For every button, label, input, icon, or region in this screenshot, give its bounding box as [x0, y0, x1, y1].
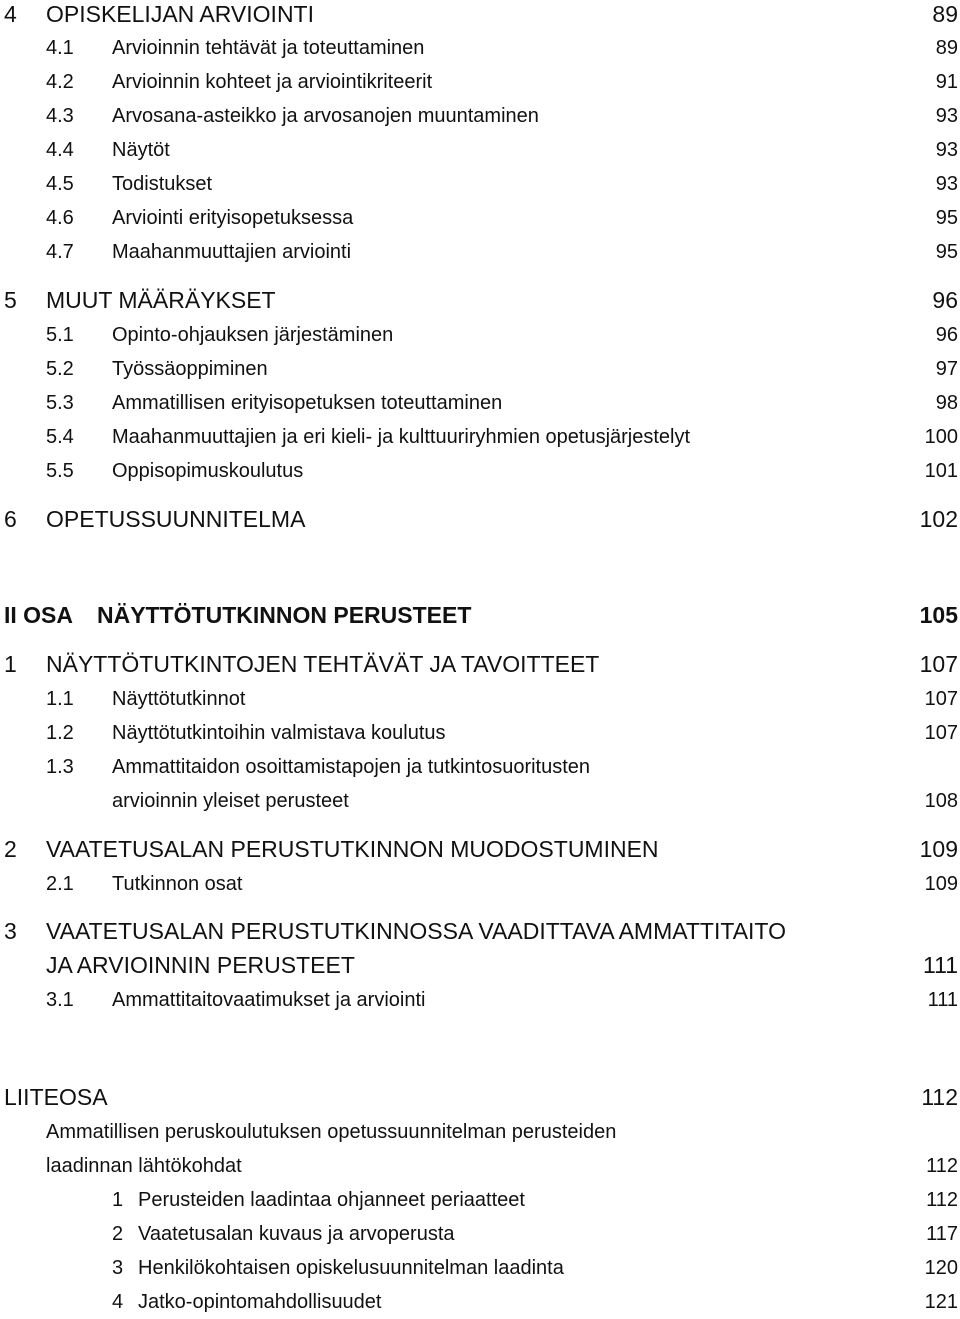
part-label: II OSA [4, 602, 74, 628]
entry-title: OPISKELIJAN ARVIOINTI [46, 1, 314, 27]
entry-page: 93 [935, 105, 958, 127]
entry-page: 102 [919, 506, 958, 532]
entry-title: Arvioinnin tehtävät ja toteuttaminen [112, 37, 425, 59]
toc-entry-4-7[interactable] [0, 235, 960, 269]
entry-page: 98 [935, 392, 958, 414]
entry-page: 107 [924, 722, 958, 744]
entry-page: 109 [924, 873, 958, 895]
entry-number: 3.1 [46, 989, 74, 1011]
entry-title: Ammattitaitovaatimukset ja arviointi [112, 989, 426, 1011]
entry-title: Vaatetusalan kuvaus ja arvoperusta [138, 1223, 455, 1245]
entry-title: Henkilökohtaisen opiskelusuunnitelman laadinta [138, 1257, 564, 1279]
toc-appendix-entry-2[interactable] [0, 1217, 960, 1251]
toc-entry-4-3[interactable] [0, 99, 960, 133]
entry-page: 96 [932, 287, 958, 313]
entry-page: 96 [935, 324, 958, 346]
entry-title: Arvioinnin kohteet ja arviointikriteerit [112, 71, 433, 93]
toc-appendix[interactable] [0, 1080, 960, 1114]
entry-number: 4.2 [46, 71, 74, 93]
entry-number: 4 [4, 1, 17, 27]
entry-page: 117 [926, 1223, 958, 1245]
toc-entry-p3-cont[interactable] [0, 948, 960, 982]
entry-number: 5.2 [46, 358, 74, 380]
entry-page: 105 [919, 602, 958, 628]
entry-page: 111 [923, 952, 958, 978]
entry-page: 93 [935, 173, 958, 195]
entry-number: 4.1 [46, 37, 74, 59]
entry-page: 97 [935, 358, 958, 380]
entry-page: 121 [924, 1291, 958, 1313]
entry-number: 6 [4, 506, 17, 532]
toc-appendix-entry-4[interactable] [0, 1285, 960, 1319]
entry-title: Oppisopimuskoulutus [112, 460, 304, 482]
entry-page: 95 [935, 207, 958, 229]
entry-title: Tutkinnon osat [112, 873, 243, 895]
toc-entry-4-2[interactable] [0, 65, 960, 99]
toc-entry-4-1[interactable] [0, 31, 960, 65]
entry-page: 91 [935, 71, 958, 93]
toc-appendix-intro[interactable] [0, 1115, 960, 1149]
toc-part-2[interactable] [0, 598, 960, 632]
entry-number: 1 [4, 651, 17, 677]
entry-number: 5.3 [46, 392, 74, 414]
toc-entry-p3[interactable] [0, 914, 960, 948]
entry-page: 108 [924, 790, 958, 812]
entry-title: Työssäoppiminen [112, 358, 268, 380]
entry-title: Maahanmuuttajien ja eri kieli- ja kulttuuriryhmien opetusjärjestelyt [112, 426, 691, 448]
toc-entry-p2[interactable] [0, 832, 960, 866]
entry-number: 4.7 [46, 241, 74, 263]
toc-entry-5-2[interactable] [0, 352, 960, 386]
entry-page: 107 [924, 688, 958, 710]
entry-number: 1.3 [46, 756, 74, 778]
entry-title: VAATETUSALAN PERUSTUTKINNON MUODOSTUMINEN [46, 836, 659, 862]
entry-title: NÄYTTÖTUTKINTOJEN TEHTÄVÄT JA TAVOITTEET [46, 651, 600, 677]
entry-title: Näytöt [112, 139, 170, 161]
entry-number: 1 [112, 1189, 124, 1211]
entry-title: Arvosana-asteikko ja arvosanojen muuntaminen [112, 105, 539, 127]
toc-entry-4-4[interactable] [0, 133, 960, 167]
entry-page: 109 [919, 836, 958, 862]
entry-page: 112 [921, 1084, 958, 1110]
entry-title: MUUT MÄÄRÄYKSET [46, 287, 276, 313]
toc-entry-6[interactable] [0, 502, 960, 536]
toc-entry-p2-1[interactable] [0, 867, 960, 901]
entry-title: Maahanmuuttajien arviointi [112, 241, 352, 263]
entry-title: OPETUSSUUNNITELMA [46, 506, 306, 532]
entry-title: Todistukset [112, 173, 213, 195]
toc-entry-5-4[interactable] [0, 420, 960, 454]
appendix-title: LIITEOSA [4, 1084, 108, 1110]
entry-page: 93 [935, 139, 958, 161]
toc-entry-4[interactable] [0, 0, 960, 31]
entry-title: Näyttötutkinnot [112, 688, 246, 710]
entry-number: 4.4 [46, 139, 74, 161]
toc-entry-4-6[interactable] [0, 201, 960, 235]
entry-page: 111 [927, 989, 958, 1011]
entry-number: 5.4 [46, 426, 74, 448]
entry-number: 4 [112, 1291, 124, 1313]
entry-number: 1.1 [46, 688, 74, 710]
entry-number: 3 [4, 918, 17, 944]
toc-appendix-intro-cont[interactable] [0, 1149, 960, 1183]
toc-entry-5-5[interactable] [0, 454, 960, 488]
toc-appendix-entry-3[interactable] [0, 1251, 960, 1285]
entry-title-line1: Ammattitaidon osoittamistapojen ja tutkintosuoritusten [112, 756, 591, 778]
entry-title-line2: laadinnan lähtökohdat [46, 1155, 242, 1177]
toc-entry-p1-1[interactable] [0, 682, 960, 716]
entry-number: 2.1 [46, 873, 74, 895]
entry-title: Arviointi erityisopetuksessa [112, 207, 354, 229]
entry-number: 4.5 [46, 173, 74, 195]
entry-title-line2: JA ARVIOINNIN PERUSTEET [46, 952, 355, 978]
entry-page: 101 [924, 460, 958, 482]
toc-entry-p1[interactable] [0, 647, 960, 681]
toc-entry-5-1[interactable] [0, 318, 960, 352]
entry-title-line2: arvioinnin yleiset perusteet [112, 790, 349, 812]
entry-title: Ammatillisen erityisopetuksen toteuttaminen [112, 392, 503, 414]
entry-page: 112 [926, 1155, 958, 1177]
entry-title-line1: Ammatillisen peruskoulutuksen opetussuunnitelman perusteiden [46, 1121, 617, 1143]
entry-number: 1.2 [46, 722, 74, 744]
entry-number: 5.5 [46, 460, 74, 482]
entry-number: 5.1 [46, 324, 74, 346]
entry-number: 4.3 [46, 105, 74, 127]
entry-number: 2 [4, 836, 17, 862]
toc-entry-5-3[interactable] [0, 386, 960, 420]
entry-number: 3 [112, 1257, 124, 1279]
entry-page: 100 [924, 426, 958, 448]
entry-title: Jatko-opintomahdollisuudet [138, 1291, 382, 1313]
toc-appendix-entry-1[interactable] [0, 1183, 960, 1217]
entry-number: 2 [112, 1223, 124, 1245]
part-title: NÄYTTÖTUTKINNON PERUSTEET [97, 602, 472, 628]
entry-title: Perusteiden laadintaa ohjanneet periaatteet [138, 1189, 525, 1211]
entry-title: Näyttötutkintoihin valmistava koulutus [112, 722, 446, 744]
entry-page: 107 [919, 651, 958, 677]
toc-entry-5[interactable] [0, 283, 960, 317]
toc-entry-p1-3[interactable] [0, 750, 960, 784]
entry-number: 5 [4, 287, 17, 313]
entry-title: Opinto-ohjauksen järjestäminen [112, 324, 394, 346]
entry-page: 95 [935, 241, 958, 263]
toc-entry-p1-2[interactable] [0, 716, 960, 750]
entry-page: 112 [926, 1189, 958, 1211]
toc-entry-4-5[interactable] [0, 167, 960, 201]
entry-page: 120 [924, 1257, 958, 1279]
entry-page: 89 [935, 37, 958, 59]
entry-number: 4.6 [46, 207, 74, 229]
toc-entry-p1-3-cont[interactable] [0, 784, 960, 818]
entry-page: 89 [932, 1, 958, 27]
entry-title-line1: VAATETUSALAN PERUSTUTKINNOSSA VAADITTAVA AMMATTITAITO [46, 918, 786, 944]
toc-entry-p3-1[interactable] [0, 983, 960, 1017]
